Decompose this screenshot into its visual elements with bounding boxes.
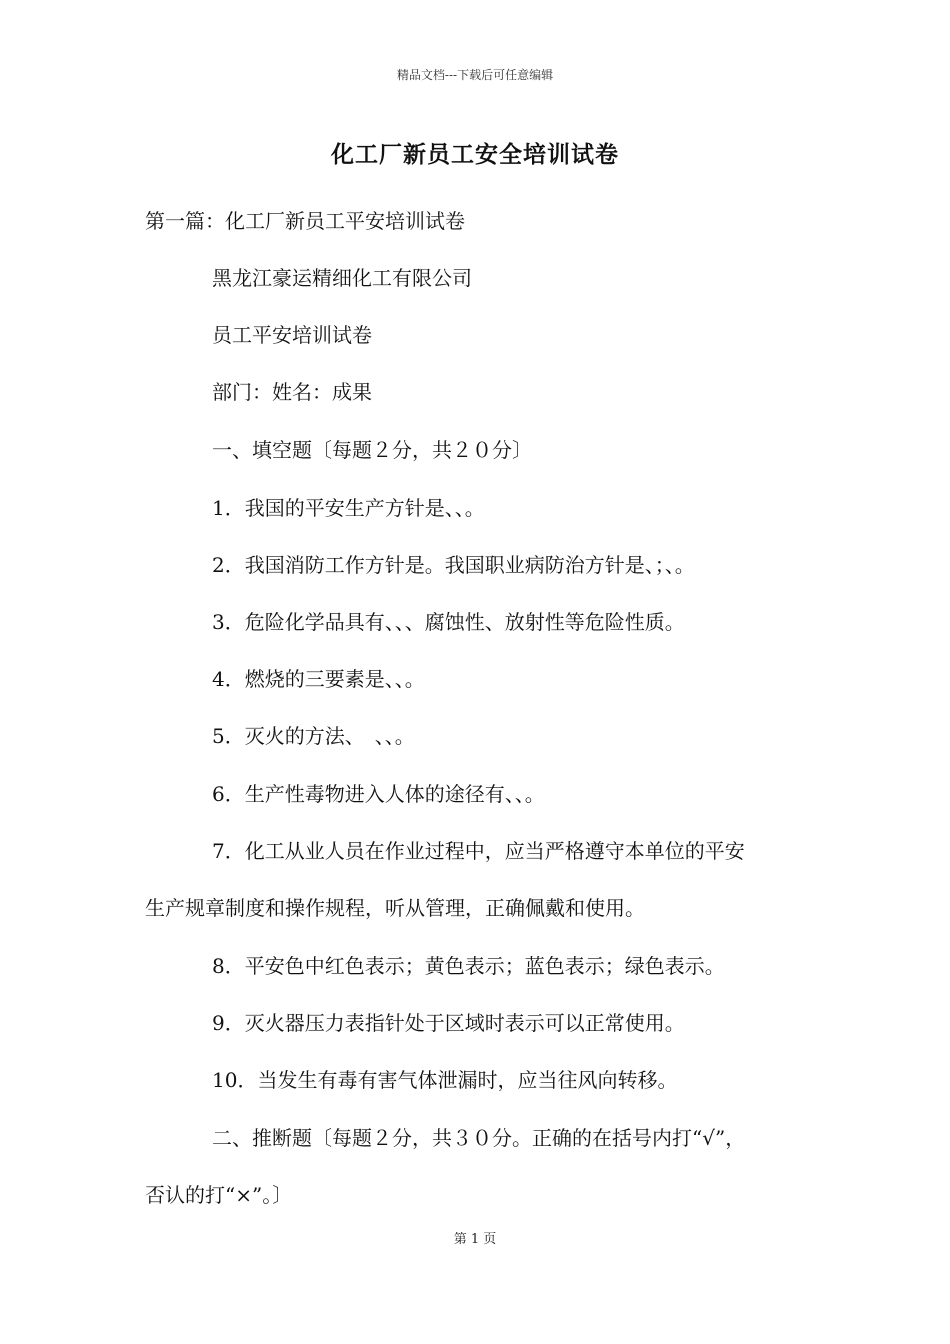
question-item: 9．灭火器压力表指针处于区域时表示可以正常使用。 bbox=[212, 1011, 685, 1035]
document-title: 化工厂新员工安全培训试卷 bbox=[331, 141, 619, 168]
question-item-continuation: 生产规章制度和操作规程，听从管理，正确佩戴和使用。 bbox=[145, 896, 645, 920]
question-section-heading: 二、推断题〔每题２分，共３０分。正确的在括号内打“√”， bbox=[212, 1126, 746, 1150]
question-item: 6．生产性毒物进入人体的途径有、、。 bbox=[212, 782, 545, 806]
question-item: 5．灭火的方法、 、、。 bbox=[212, 724, 415, 748]
page-number: 第 1 页 bbox=[453, 1232, 497, 1247]
company-name: 黑龙江豪运精细化工有限公司 bbox=[212, 266, 472, 290]
question-item: 1．我国的平安生产方针是、、。 bbox=[212, 496, 485, 520]
exam-info-line: 部门：姓名：成果 bbox=[212, 380, 372, 404]
question-item: 7．化工从业人员在作业过程中，应当严格遵守本单位的平安 bbox=[212, 839, 745, 863]
exam-subtitle: 员工平安培训试卷 bbox=[212, 323, 372, 347]
question-item: 4．燃烧的三要素是、、。 bbox=[212, 667, 425, 691]
question-item: 10．当发生有毒有害气体泄漏时，应当往风向转移。 bbox=[212, 1068, 678, 1092]
section-heading: 第一篇：化工厂新员工平安培训试卷 bbox=[145, 209, 465, 233]
page-header: 精品文档---下载后可任意编辑 bbox=[396, 68, 554, 82]
question-item: 8．平安色中红色表示；黄色表示；蓝色表示；绿色表示。 bbox=[212, 954, 725, 978]
question-section-heading-continuation: 否认的打“×”。〕 bbox=[145, 1183, 293, 1207]
question-section-heading: 一、填空题〔每题２分，共２０分〕 bbox=[212, 438, 532, 462]
question-item: 3．危险化学品具有、、、腐蚀性、放射性等危险性质。 bbox=[212, 610, 685, 634]
question-item: 2．我国消防工作方针是。我国职业病防治方针是、；、。 bbox=[212, 553, 695, 577]
